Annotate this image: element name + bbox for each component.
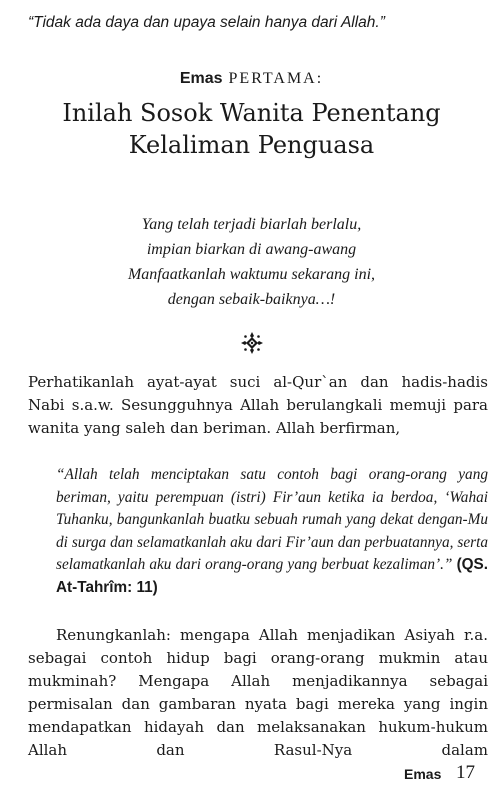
page-number: 17	[456, 762, 475, 783]
footer-book-title: Emas	[404, 766, 442, 782]
body-paragraph-1: Perhatikanlah ayat-ayat suci al-Qur`an dan hadis-hadis Nabi s.a.w. Sesungguhnya Allah berulangkali memuji para wanita yang saleh dan beriman. Allah berfirman,	[28, 373, 488, 437]
epigraph-poem	[0, 212, 503, 312]
chapter-title-line-1: Inilah Sosok Wanita Penentang	[62, 99, 441, 127]
body-paragraph-2: Renungkanlah: mengapa Allah menjadikan Asiyah r.a. sebagai contoh hidup bagi orang-orang mukmin atau mukminah? Mengapa Allah menjadikannya sebagai permisalan dan gambaran nyata bagi mereka yang ingin mendapatkan hidayah dan melaksanakan hukum-hukum Allah dan Rasul-Nya dalam	[28, 626, 488, 759]
verse-reference: (QS. At-Tahrîm: 11)	[56, 556, 489, 596]
quran-verse-quote	[56, 464, 488, 599]
poem-line: dengan sebaik-baiknya…!	[167, 291, 336, 308]
verse-text: “Allah telah menciptakan satu contoh bagi orang-orang yang beriman, yaitu perempuan (istri) Fir’aun ketika ia berdoa, ‘Wahai Tuhanku, bangunkanlah buatku sebuah rumah yang dekat dengan-Mu di surga dan selamatkanlah aku dari Fir’aun dan perbuatannya, serta selamatkanlah aku dari orang-orang yang berbuat kezaliman’.”	[56, 466, 488, 573]
poem-line: impian biarkan di awang-awang	[146, 241, 357, 258]
chapter-title-line-2: Kelaliman Penguasa	[128, 131, 375, 159]
chapter-label-emas: Emas	[179, 70, 223, 87]
ornament-divider-icon	[241, 332, 263, 354]
chapter-title	[0, 97, 503, 161]
poem-line: Yang telah terjadi biarlah berlalu,	[141, 216, 362, 233]
chapter-label-number: PERTAMA:	[228, 70, 324, 87]
running-header-quote: “Tidak ada daya dan upaya selain hanya dari Allah.”	[28, 14, 385, 31]
chapter-label	[0, 70, 503, 88]
poem-line: Manfaatkanlah waktumu sekarang ini,	[127, 266, 376, 283]
